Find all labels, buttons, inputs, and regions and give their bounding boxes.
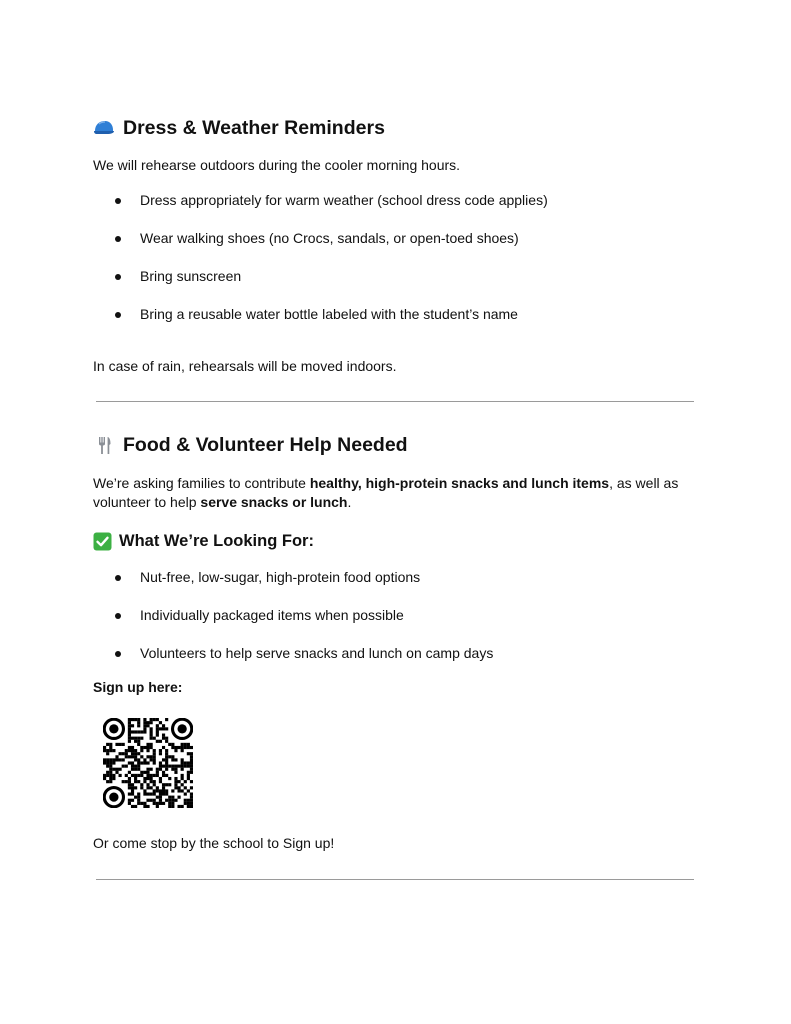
food-list-block xyxy=(93,568,693,663)
list-item xyxy=(93,644,693,663)
dress-weather-heading-text: Dress & Weather Reminders xyxy=(123,117,385,139)
list-item xyxy=(93,305,693,324)
dress-weather-section xyxy=(93,116,693,140)
signup-label: Sign up here: xyxy=(93,679,183,695)
signup-block xyxy=(93,678,693,697)
looking-for-heading-text: What We’re Looking For: xyxy=(119,532,314,550)
closing-block xyxy=(93,834,693,853)
looking-for-section xyxy=(93,530,693,552)
looking-for-heading xyxy=(93,530,693,552)
list-item xyxy=(93,191,693,210)
bullet-icon xyxy=(115,651,121,657)
list-item xyxy=(93,606,693,625)
dress-weather-heading xyxy=(93,116,693,140)
list-item-text: Wear walking shoes (no Crocs, sandals, or open-toed shoes) xyxy=(140,230,519,246)
food-intro-block xyxy=(93,474,693,512)
dress-intro-text: We will rehearse outdoors during the cooler morning hours. xyxy=(93,157,461,173)
list-item xyxy=(93,568,693,587)
bullet-icon xyxy=(115,236,121,242)
list-item-text: Nut-free, low-sugar, high-protein food options xyxy=(140,569,421,585)
blue-cap-icon xyxy=(93,117,115,139)
signup-qr-code[interactable] xyxy=(103,718,193,808)
food-list xyxy=(93,568,693,663)
food-volunteer-heading-text: Food & Volunteer Help Needed xyxy=(123,434,408,456)
list-item-text: Individually packaged items when possible xyxy=(140,607,404,623)
bullet-icon xyxy=(115,575,121,581)
food-intro-part2: , as well as volunteer to help xyxy=(93,475,679,510)
fork-and-knife-icon xyxy=(93,434,115,456)
food-intro-part3: . xyxy=(347,494,352,510)
dress-intro-block xyxy=(93,156,693,175)
dress-list xyxy=(93,191,693,324)
list-item-text: Volunteers to help serve snacks and lunch on camp days xyxy=(140,645,494,661)
bullet-icon xyxy=(115,198,121,204)
bullet-icon xyxy=(115,312,121,318)
rain-note-block xyxy=(93,357,693,376)
bullet-icon xyxy=(115,613,121,619)
green-check-icon xyxy=(93,532,112,551)
list-item-text: Dress appropriately for warm weather (school dress code applies) xyxy=(140,192,548,208)
closing-text: Or come stop by the school to Sign up! xyxy=(93,835,335,851)
food-intro-bold2: serve snacks or lunch xyxy=(200,494,348,510)
list-item-text: Bring a reusable water bottle labeled with the student’s name xyxy=(140,306,518,322)
list-item xyxy=(93,229,693,248)
rain-note-text: In case of rain, rehearsals will be moved indoors. xyxy=(93,358,397,374)
food-volunteer-heading xyxy=(93,433,693,457)
food-intro-part1: We’re asking families to contribute xyxy=(93,475,310,491)
food-intro-bold1: healthy, high-protein snacks and lunch items xyxy=(309,475,610,491)
list-item xyxy=(93,267,693,286)
bullet-icon xyxy=(115,274,121,280)
food-volunteer-section xyxy=(93,433,693,457)
section-divider xyxy=(96,401,694,402)
list-item-text: Bring sunscreen xyxy=(140,268,242,284)
dress-list-block xyxy=(93,191,693,324)
section-divider xyxy=(96,879,694,880)
food-intro-text xyxy=(93,474,693,512)
